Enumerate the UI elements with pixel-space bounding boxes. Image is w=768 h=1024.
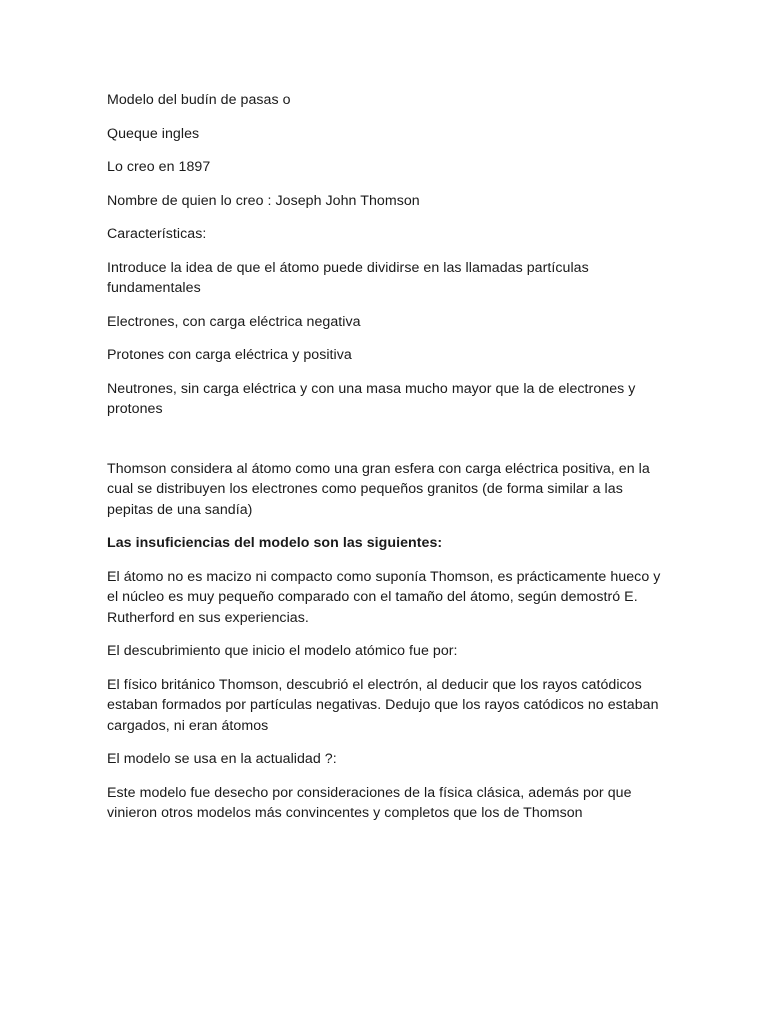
insufficiencies-text: El átomo no es macizo ni compacto como suponía Thomson, es prácticamente hueco y el núcleo es muy pequeño comparado con el tamaño del átomo, según demostró E. Rutherford en sus experiencias. [107,568,661,626]
usage-question: El modelo se usa en la actualidad ?: [107,751,337,767]
creator-name: Nombre de quien lo creo : Joseph John Thomson [107,192,420,209]
discovery-answer: El físico británico Thomson, descubrió el electrón, al deducir que los rayos catódicos estaban formados por partículas negativas. Dedujo que los rayos catódicos no estaban cargados, ni eran átomos [107,676,659,734]
characteristic-neutrons: Neutrones, sin carga eléctrica y con una masa mucho mayor que la de electrones y protones [107,380,636,417]
thomson-description: Thomson considera al átomo como una gran esfera con carga eléctrica positiva, en la cual se distribuyen los electrones como pequeños granitos (de forma similar a las pepitas de una sandía) [107,460,650,518]
characteristic-divisible-atom: Introduce la idea de que el átomo puede dividirse en las llamadas partículas fundamentales [107,259,589,296]
characteristic-protons: Protones con carga eléctrica y positiva [107,347,352,363]
model-title-line: Modelo del budín de pasas o [107,92,291,108]
creation-year: Lo creo en 1897 [107,159,211,175]
insufficiencies-heading: Las insuficiencias del modelo son las siguientes: [107,535,443,551]
usage-answer: Este modelo fue desecho por consideraciones de la física clásica, además por que vinieron otros modelos más convincentes y completos que los de Thomson [107,784,632,821]
discovery-question: El descubrimiento que inicio el modelo atómico fue por: [107,643,458,659]
model-alt-name: Queque ingles [107,125,200,142]
characteristic-electrons: Electrones, con carga eléctrica negativa [107,313,361,330]
characteristics-heading: Características: [107,226,207,242]
blank-line [107,433,667,459]
document-body [107,90,667,837]
